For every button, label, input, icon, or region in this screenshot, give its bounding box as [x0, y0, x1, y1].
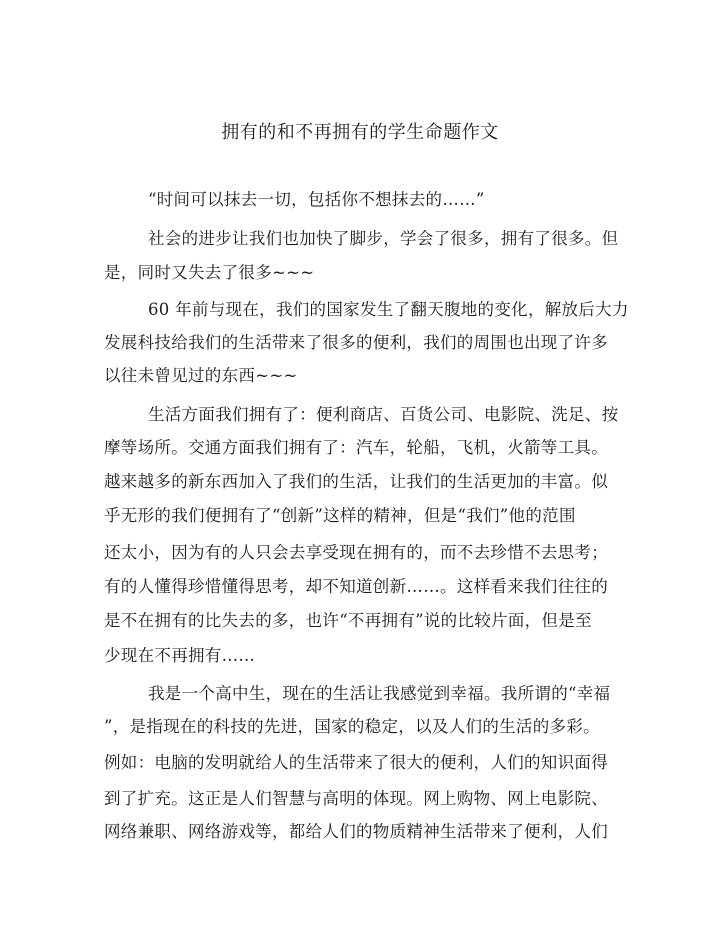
text-line: 60 年前与现在，我们的国家发生了翻天腹地的变化，解放后大力: [148, 300, 629, 319]
text-line: “时间可以抹去一切，包括你不想抹去的……”: [148, 190, 485, 209]
text-line: 摩等场所。交通方面我们拥有了：汽车，轮船，飞机，火箭等工具。: [104, 438, 608, 457]
text-line: 网络兼职、网络游戏等，都给人们的物质精神生活带来了便利，人们: [104, 822, 608, 841]
text-line: 生活方面我们拥有了：便利商店、百货公司、电影院、洗足、按: [148, 405, 619, 424]
text-line: 少现在不再拥有……: [104, 646, 256, 665]
document-title: 拥有的和不再拥有的学生命题作文: [221, 122, 499, 143]
text-line: 我是一个高中生，现在的生活让我感觉到幸福。我所谓的“幸福: [148, 684, 611, 703]
text-line: 社会的进步让我们也加快了脚步，学会了很多，拥有了很多。但: [148, 229, 619, 248]
text-line: 是，同时又失去了很多~~~: [104, 263, 315, 282]
text-line: 乎无形的我们便拥有了“创新”这样的精神，但是“我们”他的范围: [104, 506, 576, 525]
text-line: ”，是指现在的科技的先进，国家的稳定，以及人们的生活的多彩。: [104, 717, 600, 736]
text-line: 例如：电脑的发明就给人的生活带来了很大的便利，人们的知识面得: [104, 753, 608, 772]
text-line: 到了扩充。这正是人们智慧与高明的体现。网上购物、网上电影院、: [104, 789, 608, 808]
text-line: 发展科技给我们的生活带来了很多的便利，我们的周围也出现了许多: [104, 333, 608, 352]
text-line: 以往未曾见过的东西~~~: [104, 366, 298, 385]
text-line: 是不在拥有的比失去的多，也许“不再拥有”说的比较片面，但是至: [104, 611, 592, 630]
text-line: 有的人懂得珍惜懂得思考，却不知道创新……。这样看来我们往往的: [104, 577, 608, 596]
text-line: 越来越多的新东西加入了我们的生活，让我们的生活更加的丰富。似: [104, 472, 608, 491]
text-line: 还太小，因为有的人只会去享受现在拥有的，而不去珍惜不去思考；: [104, 543, 608, 562]
